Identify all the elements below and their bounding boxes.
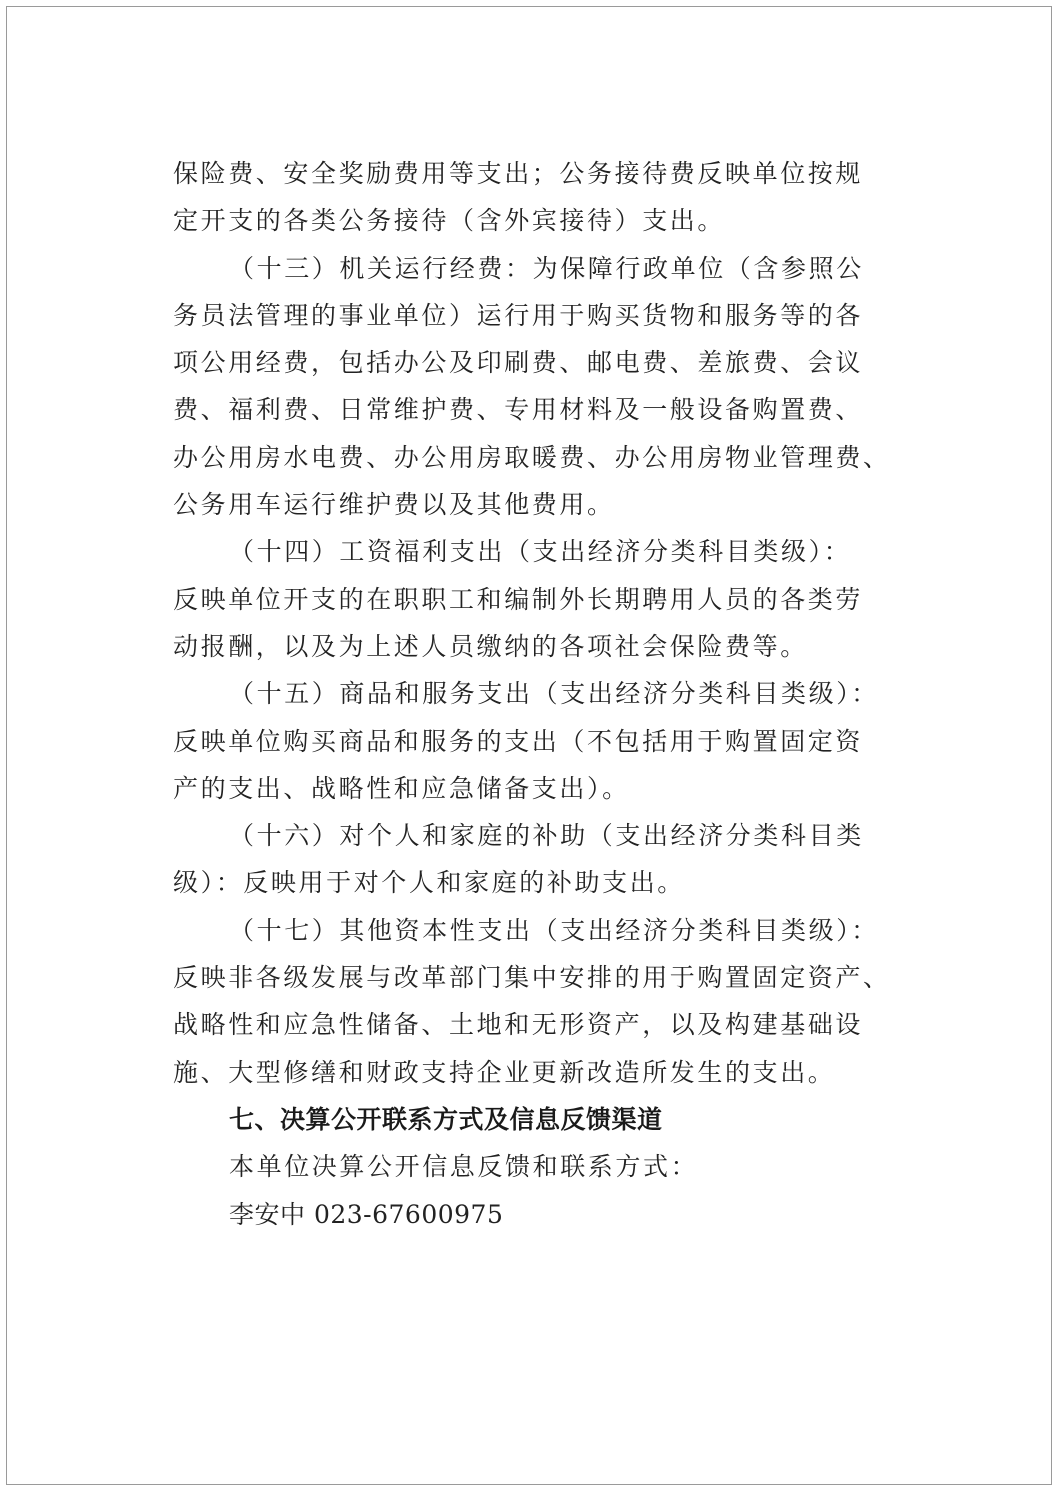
text-line: 反映非各级发展与改革部门集中安排的用于购置固定资产、 <box>173 963 891 993</box>
text-line: 产的支出、战略性和应急储备支出）。 <box>173 773 630 803</box>
text-line: 办公用房水电费、办公用房取暖费、办公用房物业管理费、 <box>173 442 891 472</box>
text-line: 级）：反映用于对个人和家庭的补助支出。 <box>173 868 685 898</box>
text-line: 费、福利费、日常维护费、专用材料及一般设备购置费、 <box>173 395 864 425</box>
text-line: 反映单位开支的在职职工和编制外长期聘用人员的各类劳 <box>173 584 864 614</box>
text-line: 施、大型修缮和财政支持企业更新改造所发生的支出。 <box>173 1057 836 1087</box>
section-14-line: （十四）工资福利支出（支出经济分类科目类级）： <box>229 537 852 567</box>
section-heading: 七、决算公开联系方式及信息反馈渠道 <box>229 1104 663 1134</box>
document-body <box>173 150 933 1238</box>
text-line: 定开支的各类公务接待（含外宾接待）支出。 <box>173 206 726 236</box>
text-line: 务员法管理的事业单位）运行用于购买货物和服务等的各 <box>173 300 864 330</box>
section-15-line: （十五）商品和服务支出（支出经济分类科目类级）： <box>229 679 879 709</box>
text-line: 公务用车运行维护费以及其他费用。 <box>173 490 615 520</box>
text-line: 动报酬，以及为上述人员缴纳的各项社会保险费等。 <box>173 631 808 661</box>
section-13-line: （十三）机关运行经费：为保障行政单位（含参照公 <box>229 253 864 283</box>
section-16-line: （十六）对个人和家庭的补助（支出经济分类科目类 <box>229 821 864 851</box>
text-line: 战略性和应急性储备、土地和无形资产，以及构建基础设 <box>173 1010 864 1040</box>
text-line: 项公用经费，包括办公及印刷费、邮电费、差旅费、会议 <box>173 348 864 378</box>
contact-info: 李安中 023-67600975 <box>229 1199 504 1229</box>
contact-intro: 本单位决算公开信息反馈和联系方式： <box>229 1152 699 1182</box>
section-17-line: （十七）其他资本性支出（支出经济分类科目类级）： <box>229 915 879 945</box>
document-page <box>6 6 1052 1485</box>
text-line: 反映单位购买商品和服务的支出（不包括用于购置固定资 <box>173 726 864 756</box>
text-line: 保险费、安全奖励费用等支出；公务接待费反映单位按规 <box>173 159 864 188</box>
